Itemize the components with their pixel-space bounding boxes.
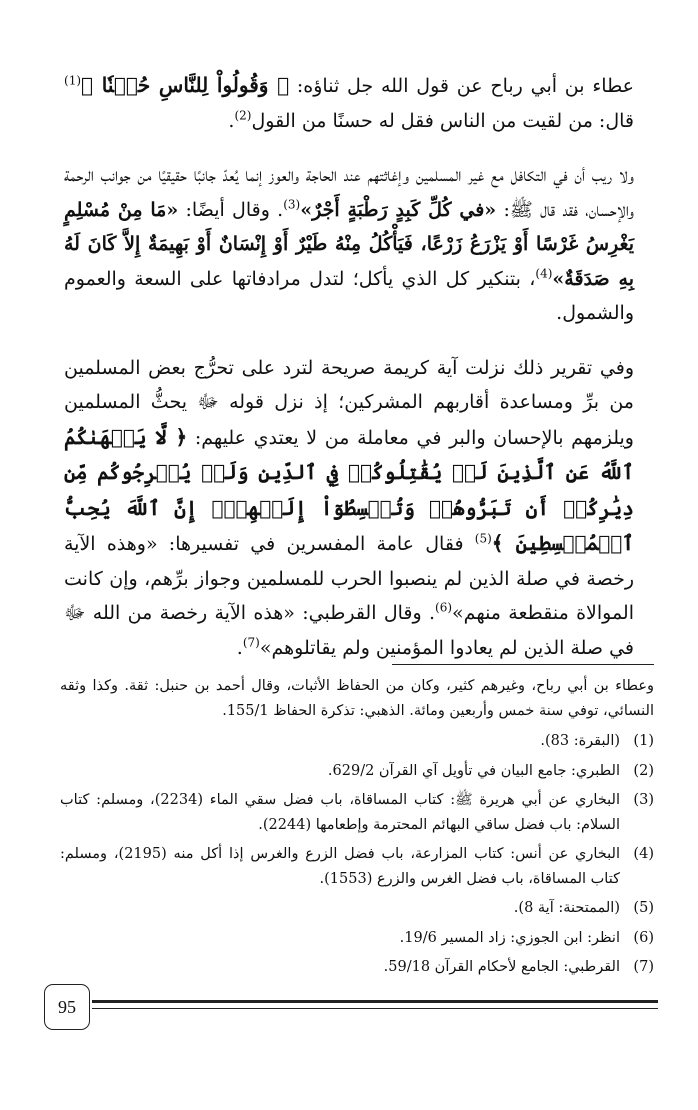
footnote-ref[interactable]: (3) [283,197,301,212]
footnote-item [60,926,654,951]
footer-rule [92,1000,658,1006]
footnote-item [60,729,654,754]
footnote-item [60,896,654,921]
footnote-number: (7) [633,959,654,975]
footnote-text: (البقرة: 83). [540,733,620,749]
footnote-ref[interactable]: (6) [435,600,453,615]
footnote-number: (6) [633,929,654,946]
footnote-item [60,955,654,980]
hadith-quote: «في كُلِّ كَبِدٍ رَطْبَةٍ أَجْرٌ» [300,198,497,221]
footnote-item [60,842,654,891]
footnote-number: (3) [633,792,654,808]
paragraph-text: ، بتنكير كل الذي يأكل؛ لتدل مرادفاتها على السعة والعموم والشمول. [64,267,634,324]
paragraph-3 [64,351,634,666]
paragraph-text: . وقال القرطبي: «هذه الآية رخصة من الله ﷻ في صلة الذين لم يعادوا المؤمنين ولم يقاتلوهم» [64,602,634,659]
footnote-number: (5) [633,900,654,916]
paragraph-text: عطاء بن أبي رباح عن قول الله جل ثناؤه: [289,75,634,97]
paragraph-text: . وقال أيضًا: [178,198,284,221]
footnote-ref[interactable]: (5) [474,531,492,546]
footnote-text: الطبري: جامع البيان في تأويل آي القرآن 629/2. [327,762,620,779]
paragraph-text: فقال عامة المفسرين في تفسيرها: «وهذه الآية رخصة في صلة الذين لم ينصبوا الحرب للمسلمين وجواز برِّهم، وإن كانت الموالاة منقطعة منهم» [64,533,635,624]
footnote-continuation: وعطاء بن أبي رباح، وغيرهم كثير، وكان من الحفاظ الأثبات، وقال أحمد بن حنبل: ثقة. وكذا وثقه النسائي، توفي سنة خمس وأربعين ومائة. الذهبي: تذكرة الحفاظ 155/1. [60,678,654,719]
paragraph-text: . [228,109,235,132]
main-text [64,68,634,665]
footnote-number: (2) [633,762,654,779]
paragraph-text: قال: من لقيت من الناس فقل له حسنًا من القول [251,109,634,132]
paragraph-text: ولا ريب أن في التكافل مع غير المسلمين وإغاثتهم عند الحاجة والعوز إنما يُعدّ جانبًا حقيقيًا من جوانب الرحمة والإحسان، فقد قال ﷺ: [64,164,634,221]
footnote-number: (1) [633,733,654,749]
footnotes [60,674,654,985]
footnote-item [60,759,654,784]
page-number: 95 [58,996,76,1017]
paragraph-2 [64,158,634,331]
footnote-text: القرطبي: الجامع لأحكام القرآن 59/18. [383,959,620,975]
footnote-ref[interactable]: (2) [234,108,252,123]
footer-rule-thin [92,1008,658,1009]
footnote-ref[interactable]: (7) [242,635,260,650]
footnote-text: انظر: ابن الجوزي: زاد المسير 19/6. [399,929,620,946]
footnote-divider [392,664,654,665]
footnote-text: البخاري عن أنس: كتاب المزارعة، باب فضل الزرع والغرس إذا أكل منه (2195)، ومسلم: كتاب المساقاة، باب فضل الغرس والزرع (1553). [60,846,620,887]
footnote-ref[interactable]: (4) [535,266,553,281]
footnote-text: (الممتحنة: آية 8). [513,900,620,916]
paragraph-1 [64,68,634,138]
footnote-ref[interactable]: (1) [64,73,82,88]
hadith-quote: «مَا مِنْ مُسْلِمٍ يَغْرِسُ غَرْسًا أَوْ يَزْرَعُ زَرْعًا، فَيَأْكُلُ مِنْهُ طَيْرٌ أَوْ إِنْسَانٌ أَوْ بَهِيمَةٌ إِلاَّ كَانَ لَهُ بِهِ صَدَقَةٌ» [64,198,634,290]
footnote-item [60,788,654,837]
paragraph-text: وفي تقرير ذلك نزلت آية كريمة صريحة لترد على تحرُّج بعض المسلمين من برِّ ومساعدة أقاربهم المشركين؛ إذ نزل قوله ﷻ يحثُّ المسلمين ويلزمهم بالإحسان والبر في معاملة من لا يعتدي عليهم: [64,356,634,449]
page-number-box [44,984,90,1030]
footnote-number: (4) [633,846,654,862]
footnote-text: البخاري عن أبي هريرة ﷺ: كتاب المساقاة، باب فضل سقي الماء (2234)، ومسلم: كتاب السلام: باب فضل ساقي البهائم المحترمة وإطعامها (2244). [60,792,620,833]
quran-verse: ﴿ وَقُولُواْ لِلنَّاسِ حُسۡنٗا ﴾ [81,73,290,97]
quran-verse: ﴿ لَّا يَنۡهَىٰكُمُ ٱللَّهُ عَنِ ٱلَّذِينَ لَمۡ يُقَٰتِلُوكُمۡ فِي ٱلدِّينِ وَلَمۡ يُخۡرِجُوكُم مِّن دِيَٰرِكُمۡ أَن تَبَرُّوهُمۡ وَتُقۡسِطُوٓاْ إِلَيۡهِمۡۚ إِنَّ ٱللَّهَ يُحِبُّ ٱلۡمُقۡسِطِينَ ﴾ [64,424,634,555]
paragraph-text: . [236,636,243,659]
